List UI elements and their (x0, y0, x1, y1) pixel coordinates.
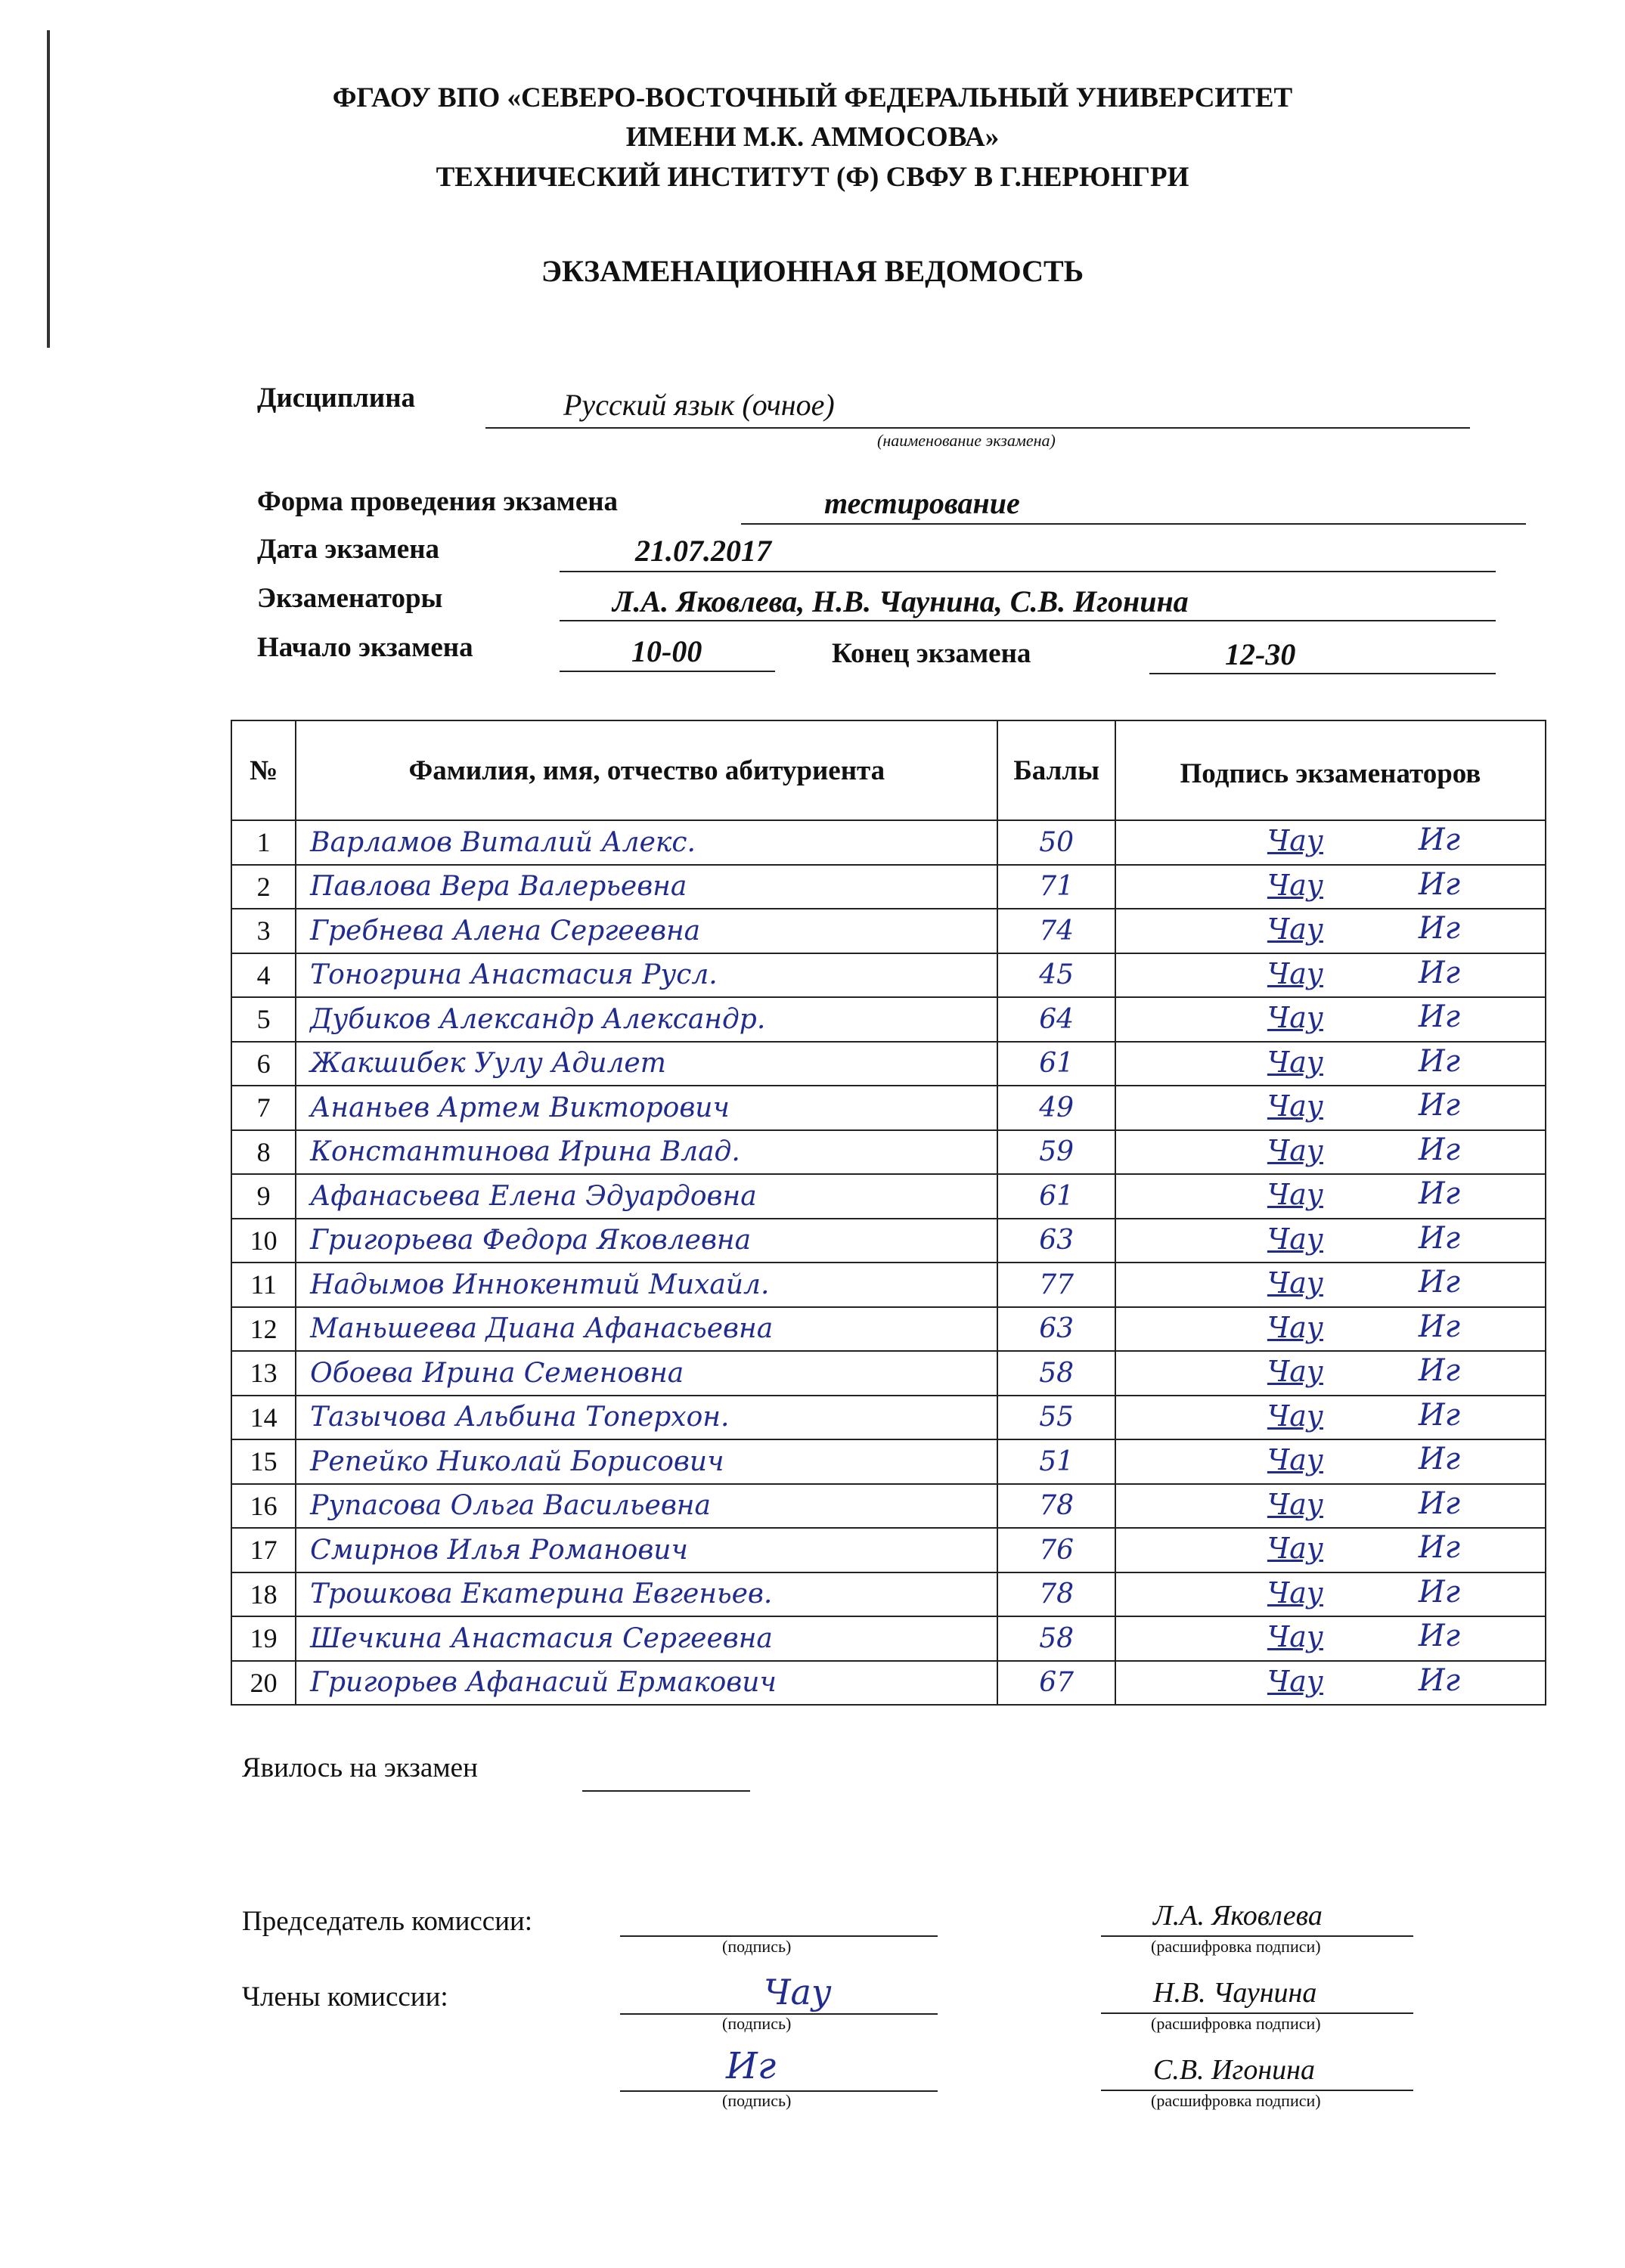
row-number: 20 (231, 1661, 296, 1706)
examiner-signature-2: Иг (1418, 1353, 1460, 1388)
table-row (231, 1174, 1546, 1219)
applicant-name: Маньшеева Диана Афанасьевна (296, 1307, 997, 1352)
row-number: 3 (231, 909, 296, 953)
examiner-signatures (1115, 1086, 1546, 1130)
row-number: 8 (231, 1130, 296, 1175)
row-number: 2 (231, 865, 296, 909)
examiner-signatures (1115, 1174, 1546, 1219)
examiner-signature-1: Чау (1267, 956, 1323, 990)
table-row (231, 1661, 1546, 1706)
exam-form-label: Форма проведения экзамена (257, 486, 619, 517)
header-score: Баллы (997, 720, 1115, 820)
exam-date-value: 21.07.2017 (635, 534, 771, 568)
examiner-signature-1: Чау (1267, 1620, 1323, 1653)
table-row (231, 1439, 1546, 1484)
member1-name: Н.В. Чаунина (1153, 1977, 1317, 2009)
examiners-label: Экзаменаторы (257, 583, 443, 614)
applicant-name: Григорьев Афанасий Ермакович (296, 1661, 997, 1706)
table-row (231, 997, 1546, 1042)
examiner-signatures (1115, 1616, 1546, 1661)
examiner-signatures (1115, 1439, 1546, 1484)
chair-sign-caption: (подпись) (722, 1937, 792, 1956)
row-number: 6 (231, 1042, 296, 1086)
chair-sign-line (620, 1898, 938, 1937)
applicant-name: Обоева Ирина Семеновна (296, 1351, 997, 1396)
examiners-value: Л.А. Яковлева, Н.В. Чаунина, С.В. Игонина (612, 584, 1189, 618)
applicant-name: Жакшибек Уулу Адилет (296, 1042, 997, 1086)
discipline-label: Дисциплина (257, 383, 416, 414)
examiner-signature-2: Иг (1418, 911, 1460, 946)
table-row (231, 1307, 1546, 1352)
examiner-signatures (1115, 865, 1546, 909)
examiner-signature-1: Чау (1267, 1576, 1323, 1610)
member2-signature: Иг (726, 2045, 777, 2087)
table-row (231, 820, 1546, 865)
exam-start-label: Начало экзамена (257, 632, 473, 663)
member2-name-caption: (расшифровка подписи) (1151, 2091, 1321, 2110)
row-number: 17 (231, 1528, 296, 1572)
examiner-signature-2: Иг (1418, 1574, 1460, 1610)
row-number: 12 (231, 1307, 296, 1352)
score-value: 71 (997, 865, 1115, 909)
score-value: 74 (997, 909, 1115, 953)
examiner-signature-1: Чау (1267, 1266, 1323, 1300)
examiner-signature-2: Иг (1418, 1088, 1460, 1123)
header-university: ФГАОУ ВПО «СЕВЕРО-ВОСТОЧНЫЙ ФЕДЕРАЛЬНЫЙ УНИВЕРСИТЕТ (332, 82, 1293, 113)
examiner-signatures (1115, 953, 1546, 998)
exam-date-label: Дата экзамена (257, 534, 440, 565)
grades-table (231, 720, 1546, 1706)
examiner-signature-1: Чау (1267, 1045, 1323, 1079)
member1-signature: Чау (764, 1972, 832, 2012)
row-number: 11 (231, 1263, 296, 1307)
discipline-caption: (наименование экзамена) (877, 431, 1056, 450)
table-row (231, 1572, 1546, 1617)
examiner-signatures (1115, 1042, 1546, 1086)
examiner-signatures (1115, 1396, 1546, 1440)
member1-sign-caption: (подпись) (722, 2014, 792, 2033)
examiner-signature-2: Иг (1418, 999, 1460, 1034)
exam-end-line (1149, 634, 1496, 674)
examiner-signature-1: Чау (1267, 1399, 1323, 1433)
table-row (231, 865, 1546, 909)
applicant-name: Григорьева Федора Яковлевна (296, 1219, 997, 1263)
row-number: 9 (231, 1174, 296, 1219)
exam-end-value: 12-30 (1225, 637, 1296, 671)
examiner-signature-1: Чау (1267, 1443, 1323, 1476)
examiner-signatures (1115, 1263, 1546, 1307)
score-value: 64 (997, 997, 1115, 1042)
score-value: 77 (997, 1263, 1115, 1307)
examiner-signature-2: Иг (1418, 1220, 1460, 1256)
applicant-name: Тазычова Альбина Топерхон. (296, 1396, 997, 1440)
score-value: 59 (997, 1130, 1115, 1175)
applicant-name: Ананьев Артем Викторович (296, 1086, 997, 1130)
header-university-name: ИМЕНИ М.К. АММОСОВА» (625, 122, 1000, 153)
applicant-name: Афанасьева Елена Эдуардовна (296, 1174, 997, 1219)
member2-sign-line (620, 2049, 938, 2092)
header-name: Фамилия, имя, отчество абитуриента (296, 720, 997, 820)
examiner-signatures (1115, 997, 1546, 1042)
applicant-name: Константинова Ирина Влад. (296, 1130, 997, 1175)
score-value: 55 (997, 1396, 1115, 1440)
score-value: 58 (997, 1616, 1115, 1661)
table-row (231, 953, 1546, 998)
examiner-signatures (1115, 1351, 1546, 1396)
score-value: 78 (997, 1572, 1115, 1617)
applicant-name: Надымов Иннокентий Михайл. (296, 1263, 997, 1307)
examiner-signatures (1115, 1219, 1546, 1263)
examiner-signature-1: Чау (1267, 1487, 1323, 1521)
score-value: 63 (997, 1219, 1115, 1263)
examiner-signature-2: Иг (1418, 823, 1460, 857)
score-value: 67 (997, 1661, 1115, 1706)
examiner-signatures (1115, 1130, 1546, 1175)
table-row (231, 1042, 1546, 1086)
examiner-signature-1: Чау (1267, 912, 1323, 946)
row-number: 19 (231, 1616, 296, 1661)
examiner-signature-1: Чау (1267, 1178, 1323, 1211)
examiner-signature-2: Иг (1418, 1486, 1460, 1521)
row-number: 16 (231, 1484, 296, 1529)
table-header-row (231, 720, 1546, 820)
chair-label: Председатель комиссии: (242, 1906, 533, 1937)
applicant-name: Трошкова Екатерина Евгеньев. (296, 1572, 997, 1617)
table-row (231, 1396, 1546, 1440)
table-row (231, 1484, 1546, 1529)
chair-name: Л.А. Яковлева (1153, 1900, 1323, 1932)
score-value: 61 (997, 1174, 1115, 1219)
row-number: 13 (231, 1351, 296, 1396)
attended-line (582, 1752, 750, 1792)
applicant-name: Шечкина Анастасия Сергеевна (296, 1616, 997, 1661)
examiner-signatures (1115, 820, 1546, 865)
row-number: 7 (231, 1086, 296, 1130)
score-value: 63 (997, 1307, 1115, 1352)
examiner-signature-2: Иг (1418, 1265, 1460, 1300)
member2-name: С.В. Игонина (1153, 2054, 1316, 2086)
table-row (231, 1130, 1546, 1175)
examiner-signature-2: Иг (1418, 955, 1460, 990)
examiner-signature-2: Иг (1418, 1442, 1460, 1476)
examiner-signatures (1115, 1661, 1546, 1706)
table-row (231, 1263, 1546, 1307)
score-value: 45 (997, 953, 1115, 998)
row-number: 14 (231, 1396, 296, 1440)
examiner-signature-1: Чау (1267, 824, 1323, 857)
examiner-signature-2: Иг (1418, 1662, 1460, 1698)
applicant-name: Варламов Виталий Алекс. (296, 820, 997, 865)
table-body (231, 820, 1546, 1705)
header-institute: ТЕХНИЧЕСКИЙ ИНСТИТУТ (Ф) СВФУ В Г.НЕРЮНГРИ (436, 162, 1189, 193)
examiner-signatures (1115, 1307, 1546, 1352)
examiner-signature-1: Чау (1267, 1001, 1323, 1034)
table-row (231, 1616, 1546, 1661)
score-value: 50 (997, 820, 1115, 865)
applicant-name: Репейко Николай Борисович (296, 1439, 997, 1484)
header-num: № (231, 720, 296, 820)
examiner-signature-1: Чау (1267, 1089, 1323, 1123)
row-number: 4 (231, 953, 296, 998)
score-value: 51 (997, 1439, 1115, 1484)
exam-start-value: 10-00 (631, 634, 702, 668)
score-value: 49 (997, 1086, 1115, 1130)
document-title: ЭКЗАМЕНАЦИОННАЯ ВЕДОМОСТЬ (541, 254, 1084, 288)
discipline-value: Русский язык (очное) (563, 388, 835, 422)
attended-label: Явилось на экзамен (242, 1752, 478, 1783)
chair-name-caption: (расшифровка подписи) (1151, 1937, 1321, 1956)
applicant-name: Гребнева Алена Сергеевна (296, 909, 997, 953)
examiner-signatures (1115, 1528, 1546, 1572)
examiner-signatures (1115, 909, 1546, 953)
exam-form-value: тестирование (824, 486, 1020, 520)
examiner-signatures (1115, 1572, 1546, 1617)
members-label: Члены комиссии: (242, 1981, 448, 2012)
row-number: 5 (231, 997, 296, 1042)
examiner-signature-2: Иг (1418, 866, 1460, 902)
table-row (231, 1219, 1546, 1263)
row-number: 1 (231, 820, 296, 865)
examiner-signature-2: Иг (1418, 1043, 1460, 1079)
applicant-name: Тоногрина Анастасия Русл. (296, 953, 997, 998)
examiner-signature-1: Чау (1267, 1310, 1323, 1344)
score-value: 76 (997, 1528, 1115, 1572)
score-value: 61 (997, 1042, 1115, 1086)
table-row (231, 1528, 1546, 1572)
row-number: 15 (231, 1439, 296, 1484)
applicant-name: Дубиков Александр Александр. (296, 997, 997, 1042)
applicant-name: Смирнов Илья Романович (296, 1528, 997, 1572)
score-value: 78 (997, 1484, 1115, 1529)
applicant-name: Рупасова Ольга Васильевна (296, 1484, 997, 1529)
examiner-signature-2: Иг (1418, 1619, 1460, 1653)
examiner-signature-1: Чау (1267, 1664, 1323, 1698)
examiner-signature-1: Чау (1267, 1133, 1323, 1167)
examiner-signature-1: Чау (1267, 1355, 1323, 1388)
examiner-signature-2: Иг (1418, 1309, 1460, 1344)
examiner-signature-2: Иг (1418, 1397, 1460, 1433)
row-number: 10 (231, 1219, 296, 1263)
table-row (231, 1351, 1546, 1396)
member1-name-caption: (расшифровка подписи) (1151, 2014, 1321, 2033)
row-number: 18 (231, 1572, 296, 1617)
examiner-signature-1: Чау (1267, 1532, 1323, 1565)
table-row (231, 1086, 1546, 1130)
examiner-signature-1: Чау (1267, 1222, 1323, 1256)
examiner-signature-1: Чау (1267, 868, 1323, 902)
applicant-name: Павлова Вера Валерьевна (296, 865, 997, 909)
examiner-signature-2: Иг (1418, 1530, 1460, 1565)
examiner-signature-2: Иг (1418, 1176, 1460, 1211)
score-value: 58 (997, 1351, 1115, 1396)
member2-sign-caption: (подпись) (722, 2091, 792, 2110)
examiner-signatures (1115, 1484, 1546, 1529)
header-signature: Подпись экзаменаторов (1115, 720, 1546, 820)
table-row (231, 909, 1546, 953)
examiner-signature-2: Иг (1418, 1132, 1460, 1167)
exam-end-label: Конец экзамена (832, 638, 1031, 669)
